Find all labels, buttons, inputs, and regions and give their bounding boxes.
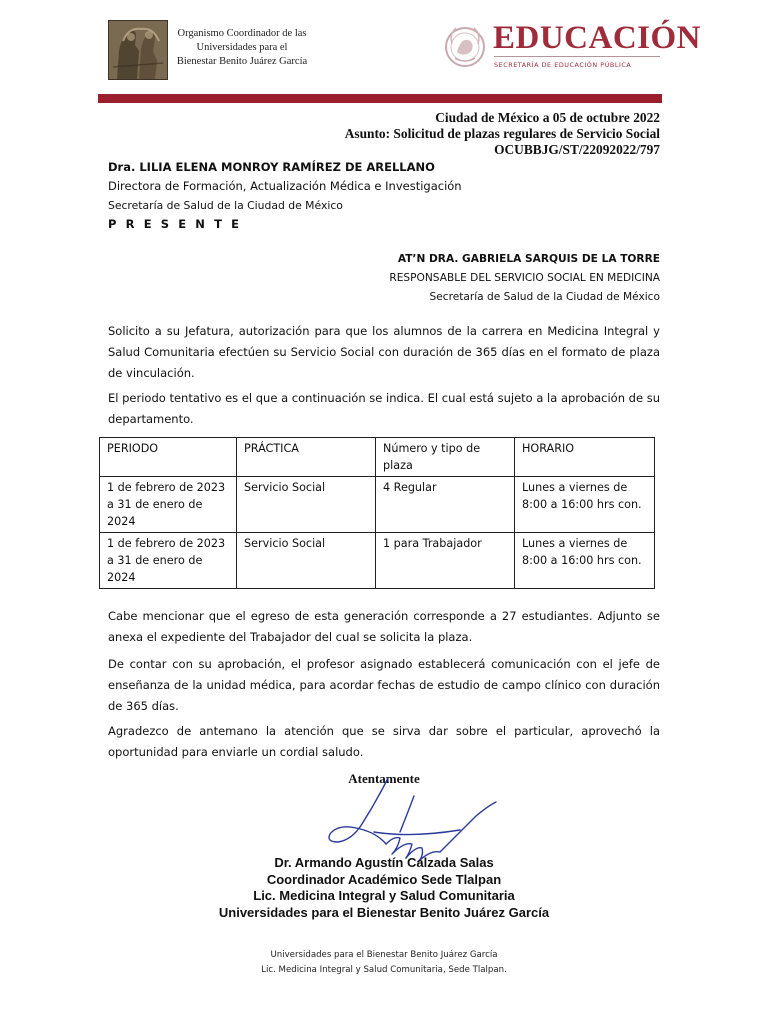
table-row (100, 533, 655, 589)
table-header-cell: HORARIO (515, 438, 655, 477)
table-cell: 1 de febrero de 2023 a 31 de enero de 2024 (100, 533, 237, 589)
table-row (100, 477, 655, 533)
attention-position: RESPONSABLE DEL SERVICIO SOCIAL EN MEDICINA (389, 272, 660, 284)
footer-line-2: Lic. Medicina Integral y Salud Comunitaria, Sede Tlalpan. (261, 965, 507, 975)
attention-block (389, 250, 660, 307)
signer-institution: Universidades para el Bienestar Benito Juárez García (218, 904, 550, 920)
table-cell: 1 de febrero de 2023 a 31 de enero de 2024 (100, 477, 237, 533)
body-paragraph-4: De contar con su aprobación, el profesor asignado establecerá comunicación con el jefe de enseñanza de la unidad médica, para acordar fechas de estudio de campo clínico con duración de 365 días. (108, 657, 660, 713)
signer-position: Coordinador Académico Sede Tlalpan (266, 871, 502, 887)
signer-name: Dr. Armando Agustín Calzada Salas (274, 855, 494, 870)
mexico-seal-icon (444, 16, 486, 78)
body-paragraph-1: Solicito a su Jefatura, autorización para que los alumnos de la carrera en Medicina Integral y Salud Comunitaria efectúen su Servicio Social con duración de 365 días en el formato de plaza de vinculación. (108, 324, 660, 380)
org-name-line-3: Bienestar Benito Juárez García (176, 56, 308, 67)
addressee-block (108, 158, 462, 234)
plazas-table (99, 437, 655, 589)
body-paragraph-3: Cabe mencionar que el egreso de esta generación corresponde a 27 estudiantes. Adjunto se anexa el expediente del Trabajador del cual se solicita la plaza. (108, 609, 660, 644)
body-paragraph-5: Agradezco de antemano la atención que se sirva dar sobre el particular, aprovechó la oportunidad para enviarle un cordial saludo. (108, 724, 660, 759)
attention-name: AT’N DRA. GABRIELA SARQUIS DE LA TORRE (397, 253, 660, 265)
table-header-cell: Número y tipo de plaza (376, 438, 515, 477)
date-line: Ciudad de México a 05 de octubre 2022 (435, 110, 660, 125)
table-cell: Lunes a viernes de 8:00 a 16:00 hrs con. (515, 533, 655, 589)
table-cell: 4 Regular (376, 477, 515, 533)
table-cell: Servicio Social (237, 477, 376, 533)
signer-program: Lic. Medicina Integral y Salud Comunitaria (253, 888, 515, 903)
table-cell: 1 para Trabajador (376, 533, 515, 589)
closing-salutation: Atentamente (348, 771, 420, 786)
table-cell: Servicio Social (237, 533, 376, 589)
body-paragraph-2: El periodo tentativo es el que a continuación se indica. El cual está sujeto a la aprobación de su departamento. (108, 391, 660, 426)
table-header-cell: PRÁCTICA (237, 438, 376, 477)
addressee-position: Directora de Formación, Actualización Médica e Investigación (108, 179, 462, 193)
organization-name (172, 27, 312, 69)
attention-institution: Secretaría de Salud de la Ciudad de México (429, 291, 660, 303)
org-name-line-1: Organismo Coordinador de las (177, 28, 307, 39)
table-header-row (100, 438, 655, 477)
org-name-line-2: Universidades para el (196, 42, 288, 53)
brand-divider (494, 56, 660, 57)
subject-line: Asunto: Solicitud de plazas regulares de Servicio Social (344, 126, 660, 141)
institution-logo (108, 20, 168, 80)
footer-line-1: Universidades para el Bienestar Benito Juárez García (270, 950, 498, 960)
header-bar (98, 94, 662, 103)
signer-block (0, 855, 768, 921)
presente-label: P R E S E N T E (108, 217, 242, 231)
reference-number: OCUBBJG/ST/22092022/797 (494, 142, 660, 157)
letter-meta (345, 110, 660, 158)
brand-subtitle: SECRETARÍA DE EDUCACIÓN PÚBLICA (494, 61, 632, 69)
page-footer (0, 948, 768, 978)
brand-title: EDUCACIÓN (493, 20, 702, 56)
table-cell: Lunes a viernes de 8:00 a 16:00 hrs con. (515, 477, 655, 533)
table-header-cell: PERIODO (100, 438, 237, 477)
addressee-institution: Secretaría de Salud de la Ciudad de México (108, 199, 343, 212)
addressee-name: Dra. LILIA ELENA MONROY RAMÍREZ DE ARELLANO (108, 160, 435, 174)
